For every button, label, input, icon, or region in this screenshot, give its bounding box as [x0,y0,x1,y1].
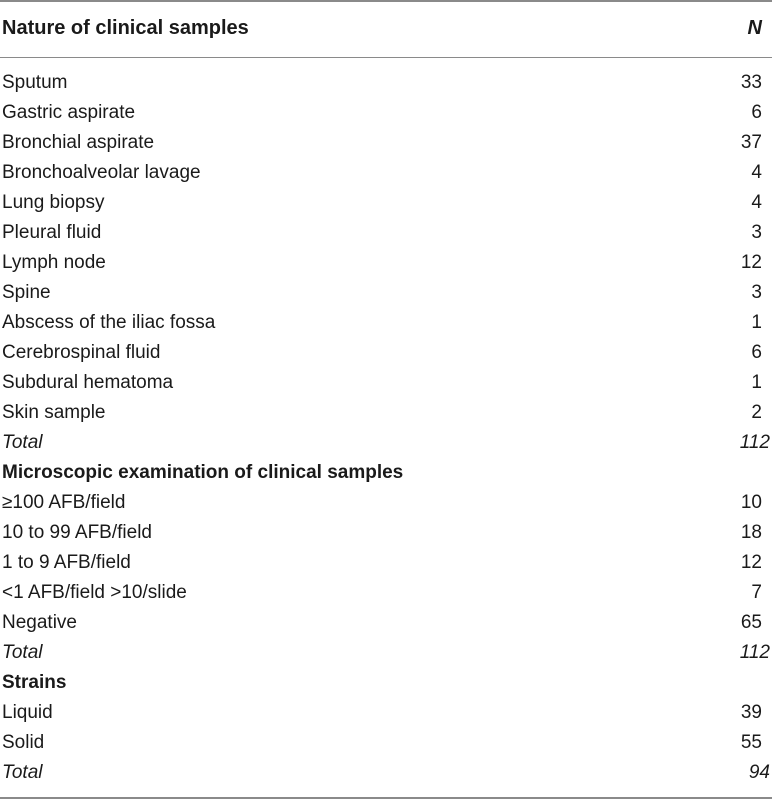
table-row [0,188,772,218]
row-value: 10 [740,492,762,513]
row-label: <1 AFB/field >10/slide [2,582,187,603]
section-heading-row [0,458,772,488]
row-value: 65 [740,612,762,633]
row-value: 3 [751,222,762,243]
column-header-n: N [747,17,762,39]
row-label: Pleural fluid [2,222,102,243]
row-value: 39 [740,702,762,723]
section-heading: Microscopic examination of clinical samples [2,462,404,483]
total-label: Total [2,432,43,453]
table-row [0,488,772,518]
table-row [0,578,772,608]
table-row [0,548,772,578]
column-header-nature: Nature of clinical samples [2,17,249,39]
section-heading: Strains [2,672,67,693]
row-value: 3 [751,282,762,303]
row-label: 1 to 9 AFB/field [2,552,131,573]
row-label: Bronchial aspirate [2,132,155,153]
table-row [0,338,772,368]
row-value: 37 [740,132,762,153]
row-label: Subdural hematoma [2,372,174,393]
row-label: 10 to 99 AFB/field [2,522,152,543]
row-value: 1 [751,372,762,393]
row-label: Lung biopsy [2,192,105,213]
row-value: 7 [751,582,762,603]
total-row [0,428,772,458]
table-row [0,728,772,758]
total-value: 112 [739,432,770,453]
table-row [0,98,772,128]
table-row [0,128,772,158]
row-value: 55 [740,732,762,753]
row-value: 4 [751,162,762,183]
table-header-row [0,0,772,57]
row-label: Liquid [2,702,53,723]
total-row [0,638,772,668]
row-value: 33 [740,72,762,93]
row-label: Solid [2,732,45,753]
table-row [0,68,772,98]
table-row [0,698,772,728]
row-value: 4 [751,192,762,213]
table-row [0,218,772,248]
row-value: 6 [751,102,762,123]
row-label: Sputum [2,72,68,93]
row-label: Bronchoalveolar lavage [2,162,201,183]
table-header-rule [0,57,772,58]
row-label: Spine [2,282,51,303]
row-label: Cerebrospinal fluid [2,342,161,363]
section-heading-row [0,668,772,698]
table-row [0,248,772,278]
total-label: Total [2,762,43,783]
total-value: 112 [739,642,770,663]
table-row [0,368,772,398]
table-row [0,518,772,548]
table-bottom-rule [0,797,772,799]
table-body [0,68,772,788]
row-label: Negative [2,612,77,633]
row-label: Skin sample [2,402,106,423]
row-label: ≥100 AFB/field [2,492,126,513]
row-value: 6 [751,342,762,363]
row-value: 1 [751,312,762,333]
table-row [0,158,772,188]
total-label: Total [2,642,43,663]
row-value: 12 [740,252,762,273]
row-label: Abscess of the iliac fossa [2,312,216,333]
total-row [0,758,772,788]
table-row [0,608,772,638]
table-row [0,278,772,308]
row-label: Gastric aspirate [2,102,136,123]
table-row [0,308,772,338]
row-value: 12 [740,552,762,573]
row-label: Lymph node [2,252,106,273]
row-value: 2 [751,402,762,423]
total-value: 94 [748,762,770,783]
table-row [0,398,772,428]
row-value: 18 [740,522,762,543]
